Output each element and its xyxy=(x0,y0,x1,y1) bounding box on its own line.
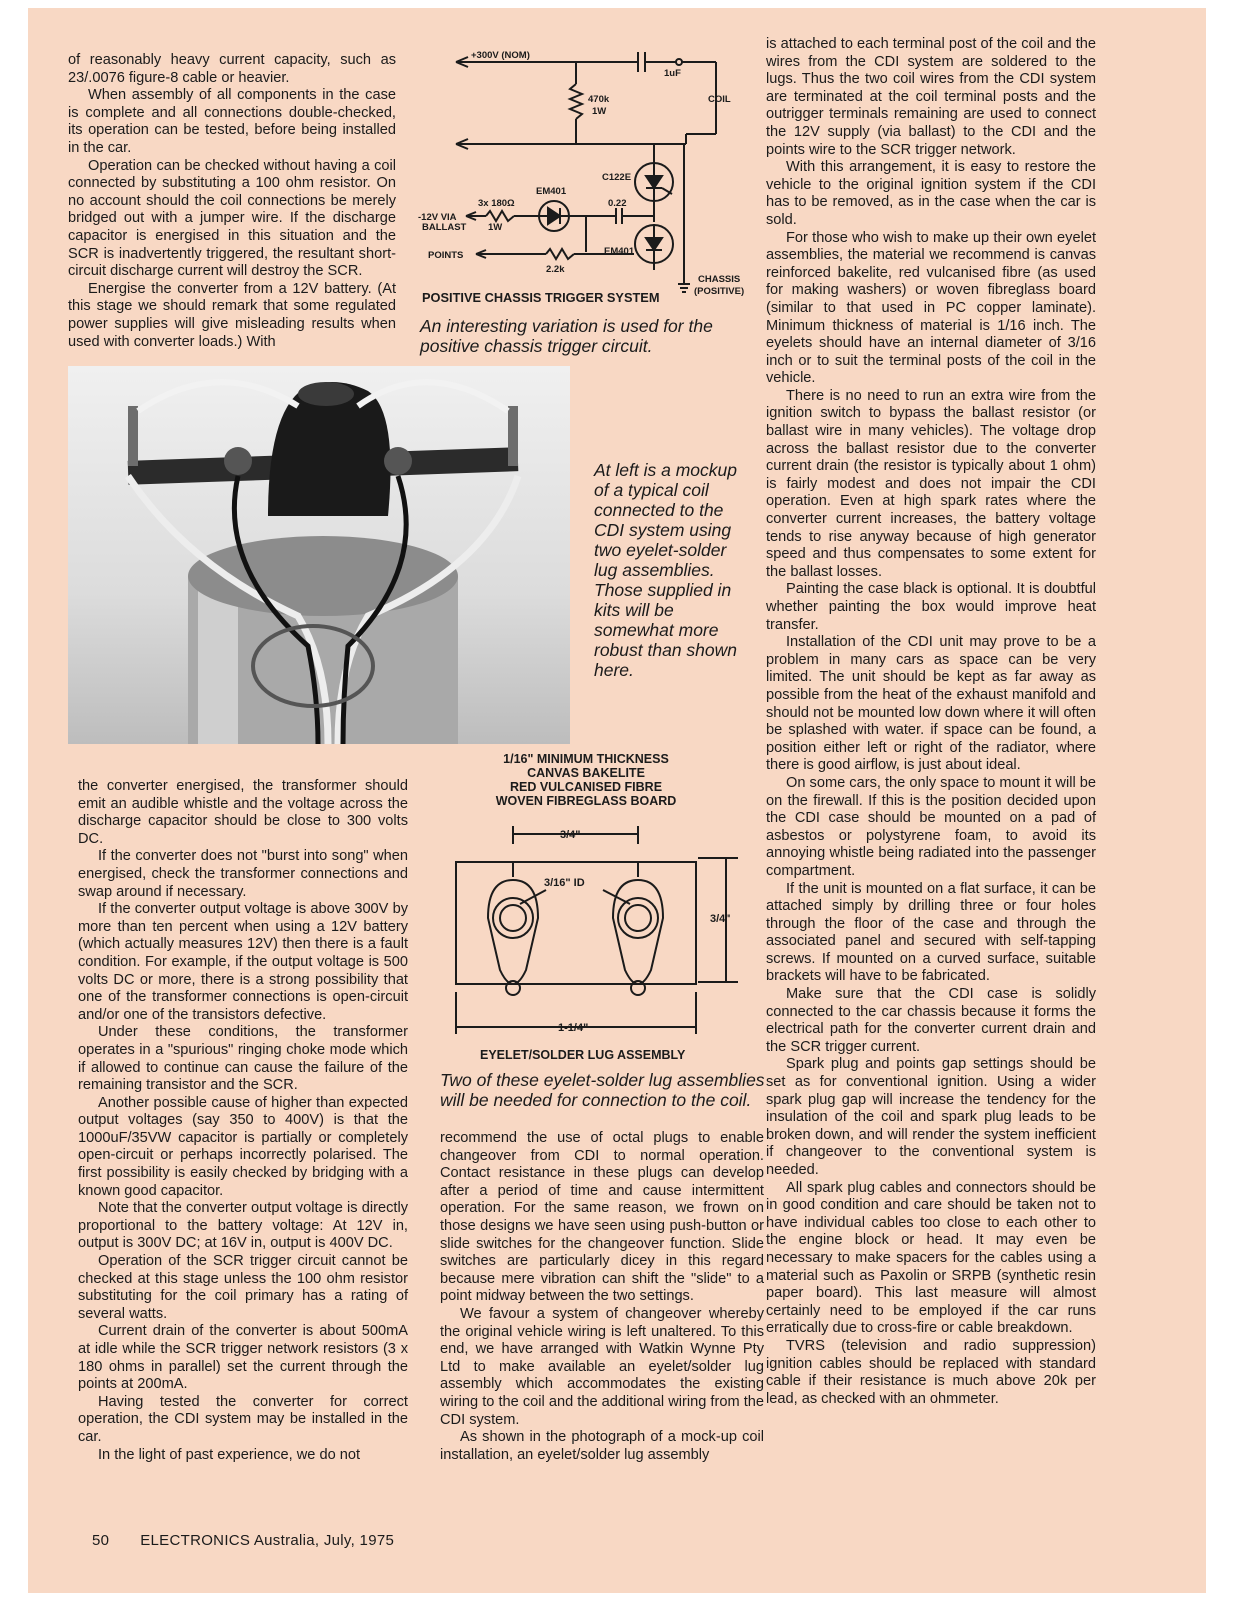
paragraph: If the converter does not "burst into song" when energised, check the transformer connections and swap around if necessary. xyxy=(78,848,408,900)
paragraph: Another possible cause of higher than expected output voltages (say 350 to 400V) is that the 1000uF/35VW capacitor is partially or completely open-circuit or perhaps incorrectly polarised. The first possibility is easily checked by bridging with a known good capacitor. xyxy=(78,1094,408,1199)
paragraph: For those who wish to make up their own eyelet assemblies, the material we recommend is canvas reinforced bakelite, red vulcanised fibre (as used for making washers) or woven fibreglass board (similar to that used in PC copper laminate). Minimum thickness of material is 1/16 inch. The eyelets should have an internal diameter of 3/16 inch or to suit the terminal posts of the coil in the vehicle. xyxy=(766,229,1096,387)
label-r-watt: 1W xyxy=(592,106,607,117)
paragraph: Painting the case black is optional. It is doubtful whether painting the box would improve heat transfer. xyxy=(766,581,1096,633)
label-chassis: CHASSIS xyxy=(698,274,741,285)
label-ballast: BALLAST xyxy=(422,222,467,233)
coil-photo-illustration xyxy=(68,366,570,744)
label-cap-top: 1uF xyxy=(664,68,681,79)
page-number: 50 xyxy=(92,1532,110,1549)
label-diode-top: EM401 xyxy=(536,186,567,197)
material-line: WOVEN FIBREGLASS BOARD xyxy=(495,794,677,808)
paragraph: With this arrangement, it is easy to restore the vehicle to the original ignition system if the CDI has to be removed, as in the case when the car is sold. xyxy=(766,159,1096,228)
label-supply: +300V (NOM) xyxy=(471,50,530,61)
dim-top: 3/4" xyxy=(560,829,581,841)
label-scr: C122E xyxy=(602,172,632,183)
column-3 xyxy=(766,36,1096,1408)
label-r-points: 2.2k xyxy=(546,264,565,275)
paragraph: Note that the converter output voltage is directly proportional to the battery voltage: At 12V in, output is 300V DC; at 16V in, output is 400V DC. xyxy=(78,1200,408,1252)
paragraph: TVRS (television and radio suppression) ignition cables should be replaced with standard cable if their resistance is much above 20k per lead, as checked with an ohmmeter. xyxy=(766,1337,1096,1407)
dim-id: 3/16" ID xyxy=(544,877,585,889)
paragraph: Operation can be checked without having a coil connected by substituting a 100 ohm resistor. On no account should the coil connections be merely bridged out with a jumper wire. If the discharge capacitor is energised in this situation and the SCR is inadvertently triggered, the resultant short-circuit discharge current will destroy the SCR. xyxy=(68,157,396,280)
label-resistor-chain-watt: 1W xyxy=(488,222,503,233)
paragraph: When assembly of all components in the case is complete and all connections double-checked, its operation can be tested, before being installed in the car. xyxy=(68,87,396,156)
paragraph: Energise the converter from a 12V battery. (At this stage we should remark that some regulated power supplies will give misleading results when used with converter loads.) With xyxy=(68,280,396,350)
label-coil: COIL xyxy=(708,94,731,105)
paragraph: We favour a system of changeover whereby the original vehicle wiring is left unaltered. To this end, we have arranged with Watkin Wynne Pty Ltd to make available an eyelet/solder lug assembly which accommodates the existing wiring to the coil and the additional wiring from the CDI system. xyxy=(440,1305,764,1428)
paragraph: recommend the use of octal plugs to enable changeover from CDI to normal operation. Contact resistance in these plugs can develop after a period of time and cause intermittent operation. For the same reason, we frown on those designs we have seen using push-button or slide switches for the changeover function. Slide switches are particularly dicey in this regard because mere vibration can shift the "slide" to a point midway between the two settings. xyxy=(440,1130,764,1305)
material-line: 1/16" MINIMUM THICKNESS xyxy=(503,752,669,766)
material-line: CANVAS BAKELITE xyxy=(527,766,645,780)
dim-bottom: 1-1/4" xyxy=(558,1022,589,1034)
paragraph: There is no need to run an extra wire from the ignition switch to bypass the ballast resistor (or ballast wire in many vehicles). The voltage drop across the ballast resistor due to the converter current drain (the resistor is typically about 1 ohm) is fairly modest and does not impair the CDI operation. Even at high spark rates where the converter current increases, the battery voltage tends to rise anyway because of high generator speed and thus compensates to some extent for the ballast losses. xyxy=(766,387,1096,580)
lug-diagram-title: EYELET/SOLDER LUG ASSEMBLY xyxy=(480,1048,686,1062)
dim-right: 3/4" xyxy=(710,913,731,925)
lug-assembly-drawing xyxy=(448,822,748,1037)
label-input-12v: -12V VIA xyxy=(418,212,457,223)
paragraph: Current drain of the converter is about 500mA at idle while the SCR trigger network resistors (3 x 180 ohms in parallel) set the current through the points at 200mA. xyxy=(78,1323,408,1393)
schematic-title: POSITIVE CHASSIS TRIGGER SYSTEM xyxy=(422,290,660,305)
coil-photo xyxy=(68,366,570,744)
paragraph: As shown in the photograph of a mock-up coil installation, an eyelet/solder lug assembly xyxy=(440,1429,764,1463)
paragraph: Under these conditions, the transformer operates in a "spurious" ringing choke mode which if allowed to continue can cause the failure of the remaining transistor and the SCR. xyxy=(78,1024,408,1094)
photo-caption: At left is a mockup of a typical coil connected to the CDI system using two eyelet-solder lug assemblies. Those supplied in kits will be somewhat more robust than shown here. xyxy=(594,460,738,680)
paragraph: Operation of the SCR trigger circuit cannot be checked at this stage unless the 100 ohm resistor substituting for the coil primary has a rating of several watts. xyxy=(78,1253,408,1322)
column-2 xyxy=(440,1130,764,1464)
label-resistor-chain: 3x 180Ω xyxy=(478,198,515,209)
label-cap-mid: 0.22 xyxy=(608,198,627,209)
label-chassis-pol: (POSITIVE) xyxy=(694,286,745,297)
trigger-schematic xyxy=(416,44,756,304)
paragraph: In the light of past experience, we do not xyxy=(98,1446,361,1463)
material-line: RED VULCANISED FIBRE xyxy=(509,780,663,794)
paragraph: On some cars, the only space to mount it will be on the firewall. If this is the position decided upon the CDI case should be mounted on a pad of asbestos or polystyrene foam, to avoid its annoying whistle being radiated into the passenger compartment. xyxy=(766,774,1096,879)
paragraph: Make sure that the CDI case is solidly connected to the car chassis because it forms the electrical path for the converter current drain and the SCR trigger current. xyxy=(766,986,1096,1055)
lug-caption: Two of these eyelet-solder lug assemblies will be needed for connection to the coil. xyxy=(440,1070,765,1110)
paragraph: If the unit is mounted on a flat surface, it can be attached simply by drilling three or four holes through the floor of the case and through the associated panel and secured with self-tapping screws. If mounted on a curved surface, suitable brackets will have to be fabricated. xyxy=(766,880,1096,985)
paragraph: Having tested the converter for correct operation, the CDI system may be installed in the car. xyxy=(78,1393,408,1445)
label-r-value: 470k xyxy=(588,94,610,105)
lug-material-list xyxy=(466,752,706,808)
paragraph: the converter energised, the transformer should emit an audible whistle and the voltage across the discharge capacitor should be close to 300 volts DC. xyxy=(78,778,408,847)
page-footer xyxy=(92,1532,394,1549)
publication-name: ELECTRONICS Australia, July, 1975 xyxy=(140,1532,395,1549)
paragraph: Spark plug and points gap settings should be set as for conventional ignition. Using a wider spark plug gap will increase the tendency for the insulation of the coil and spark plug leads to be broken down, and will render the system inefficient if changeover to the conventional system is needed. xyxy=(766,1056,1096,1178)
column-1-bottom xyxy=(78,778,408,1464)
column-1-top xyxy=(68,52,396,351)
paragraph: is attached to each terminal post of the coil and the wires from the CDI system are soldered to the lugs. Thus the two coil wires from the CDI system are terminated at the coil terminal posts and the outrigger terminals remaining are used to connect the 12V supply (via ballast) to the CDI and the points wire to the SCR trigger network. xyxy=(766,36,1096,158)
label-diode-bottom: EM401 xyxy=(604,246,635,257)
paragraph: Installation of the CDI unit may prove to be a problem in many cars as space can be very limited. The unit should be kept as far away as possible from the heat of the exhaust manifold and should not be mounted low down where it will often be splashed with water. if space can be found, a position either left or right of the radiator, where there is good airflow, is just about ideal. xyxy=(766,634,1096,774)
schematic-caption: An interesting variation is used for the positive chassis trigger circuit. xyxy=(420,316,713,356)
paragraph: If the converter output voltage is above 300V by more than ten percent when using a 12V battery (which actually measures 12V) then there is a fault condition. For example, if the output voltage is 500 volts DC or more, there is a strong possibility that one of the transformer connections is open-circuit and/or one of the transistors defective. xyxy=(78,901,408,1023)
paragraph: of reasonably heavy current capacity, such as 23/.0076 figure-8 cable or heavier. xyxy=(68,52,396,86)
paragraph: All spark plug cables and connectors should be in good condition and care should be taken not to have individual cables too close to each other to the engine block or head. It may even be necessary to make spacers for the cables using a material such as Paxolin or SRPB (synthetic resin paper board). This last measure will almost certainly need to be employed if the car runs erratically due to cross-fire or cable breakdown. xyxy=(766,1179,1096,1337)
label-points: POINTS xyxy=(428,250,464,261)
